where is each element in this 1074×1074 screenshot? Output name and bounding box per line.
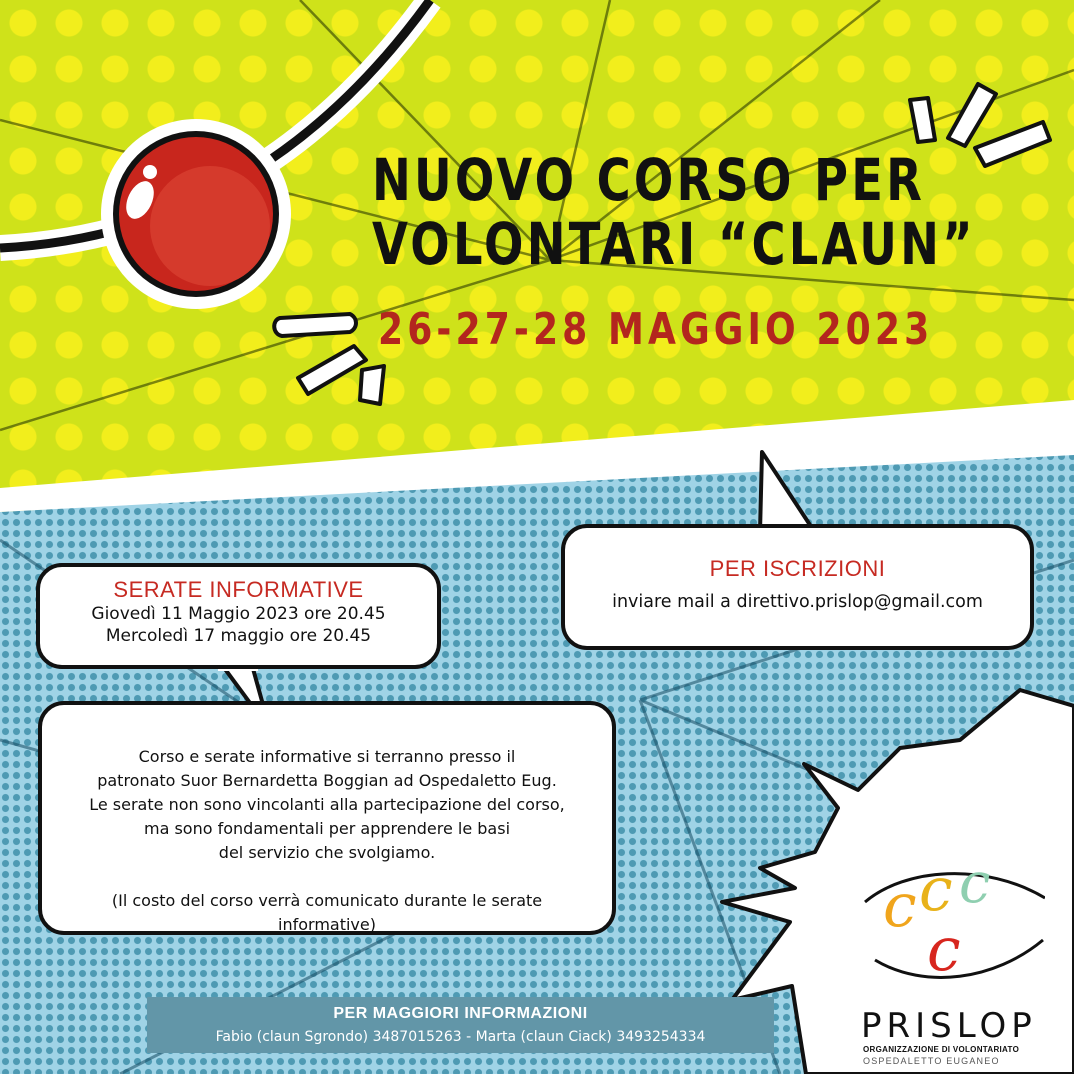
details-line-5: del servizio che svolgiamo. (218, 843, 436, 862)
contact-numbers: Fabio (claun Sgrondo) 3487015263 - Marta (claun Ciack) 3493254334 (215, 1029, 706, 1045)
registration-bubble (561, 524, 1034, 650)
contact-heading: PER MAGGIORI INFORMAZIONI (333, 1005, 588, 1022)
registration-instruction: inviare mail a (612, 592, 737, 612)
info-evenings-heading: SERATE INFORMATIVE (113, 577, 364, 602)
details-line-4: ma sono fondamentali per apprendere le basi (143, 819, 511, 838)
cost-note-line-1: (Il costo del corso verrà comunicato durante le serate (111, 891, 543, 910)
svg-text:c: c (959, 851, 991, 916)
registration-heading: PER ISCRIZIONI (709, 556, 886, 581)
registration-text (565, 592, 1030, 612)
prislop-logo (855, 840, 1045, 1070)
logo-location: OSPEDALETTO EUGANEO (863, 1056, 1000, 1066)
cost-note-line-2: informative) (278, 915, 376, 934)
details-line-2: patronato Suor Bernardetta Boggian ad Ospedaletto Eug. (97, 771, 557, 790)
course-details-bubble (38, 701, 616, 935)
course-dates: 26-27-28 MAGGIO 2023 (378, 304, 934, 355)
title-line-2: VOLONTARI “CLAUN” (372, 210, 976, 278)
logo-name: PRISLOP (861, 1006, 1037, 1046)
info-evening-2: Mercoledì 17 maggio ore 20.45 (105, 626, 372, 646)
info-evenings-bubble (36, 563, 441, 669)
info-evening-1: Giovedì 11 Maggio 2023 ore 20.45 (91, 604, 386, 624)
details-line-1: Corso e serate informative si terranno presso il (138, 747, 516, 766)
details-line-3: Le serate non sono vincolanti alla partecipazione del corso, (89, 795, 565, 814)
title-line-1: NUOVO CORSO PER (372, 146, 926, 214)
svg-text:c: c (919, 855, 953, 925)
prislop-emblem-icon (855, 840, 1045, 1000)
svg-text:c: c (883, 871, 917, 941)
logo-subtitle: ORGANIZZAZIONE DI VOLONTARIATO (863, 1045, 1020, 1054)
contact-info-bar (147, 997, 774, 1053)
registration-email-link[interactable]: direttivo.prislop@gmail.com (736, 592, 983, 612)
svg-text:c: c (927, 915, 961, 985)
